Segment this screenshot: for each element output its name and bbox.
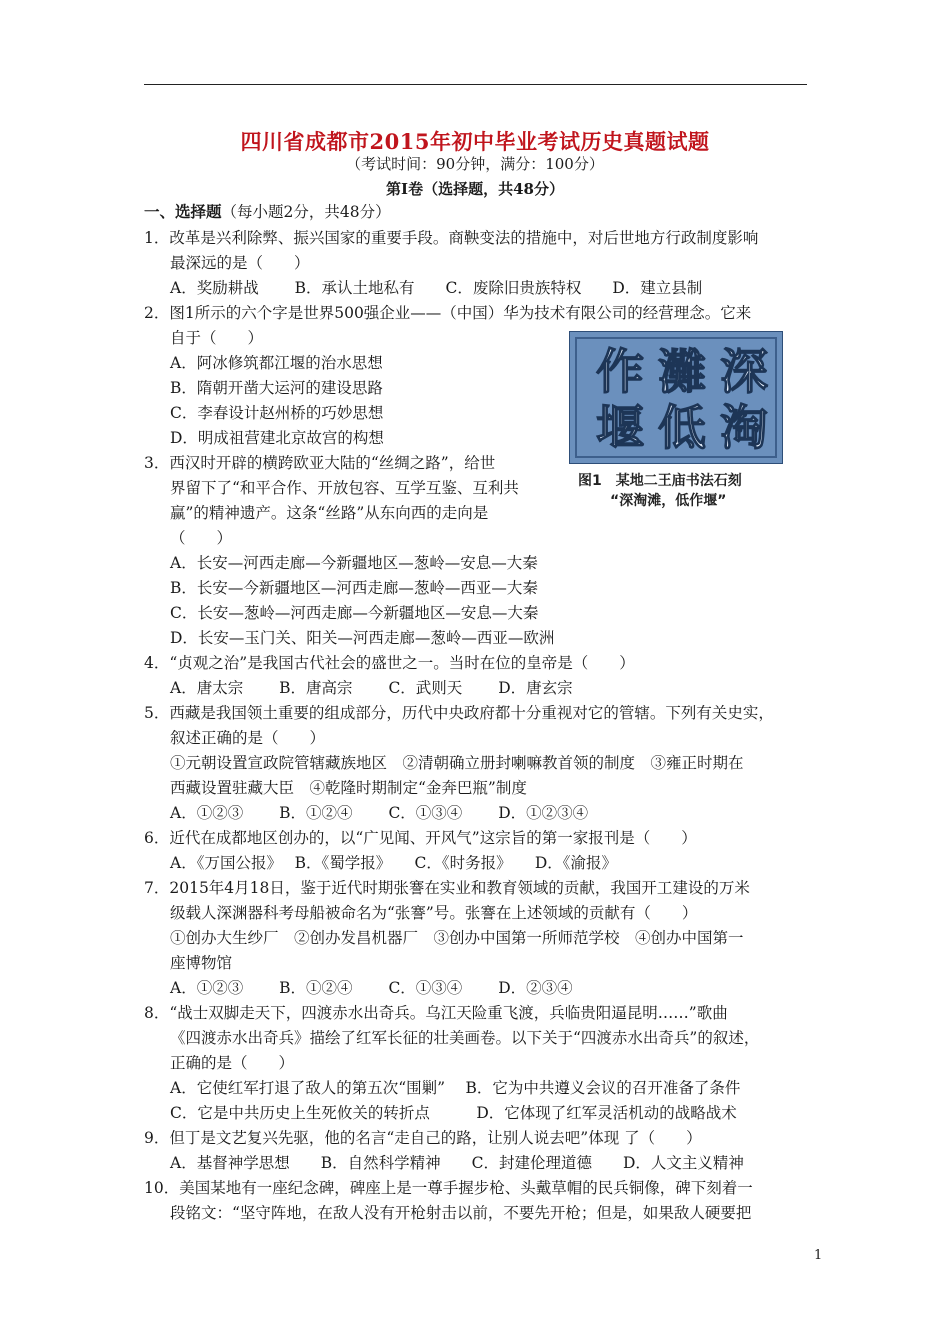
char-di: 低 (658, 400, 707, 456)
option-line: B．长安—今新疆地区—河西走廊—葱岭—西亚—大秦 (170, 579, 538, 597)
char-shen: 深 (720, 344, 769, 400)
option-line: A．《万国公报》 B．《蜀学报》 C．《时务报》 D．《渝报》 (170, 854, 618, 872)
option-line: A．①②③ B．①②④ C．①③④ D．①②③④ (170, 804, 589, 822)
option-line: A．①②③ B．①②④ C．①③④ D．②③④ (170, 979, 573, 997)
calligraphy-figure (569, 331, 783, 464)
option-line: D．长安—玉门关、阳关—河西走廊—葱岭—西亚—欧洲 (170, 629, 555, 647)
question-line: 2．图1所示的六个字是世界500强企业——（中国）华为技术有限公司的经营理念。它来 (144, 304, 752, 322)
part-heading: 一、选择题 (144, 202, 222, 221)
question-line: 3．西汉时开辟的横跨欧亚大陆的“丝绸之路”，给世 (144, 454, 496, 472)
question-line: 赢”的精神遗产。这条“丝路”从东向西的走向是 (170, 504, 489, 522)
option-line: C．它是中共历史上生死攸关的转折点 D．它体现了红军灵活机动的战略战术 (170, 1104, 737, 1122)
option-line: A．长安—河西走廊—今新疆地区—葱岭—安息—大秦 (170, 554, 538, 572)
figure-caption (578, 470, 742, 490)
question-line: 《四渡赤水出奇兵》描绘了红军长征的壮美画卷。以下关于“四渡赤水出奇兵”的叙述， (170, 1029, 760, 1047)
question-line: 1．改革是兴利除弊、振兴国家的重要手段。商鞅变法的措施中，对后世地方行政制度影响 (144, 229, 759, 247)
exam-info: （考试时间：90分钟，满分：100分） (346, 155, 604, 173)
figure-label: 图1 (578, 473, 602, 489)
option-line: A．它使红军打退了敌人的第五次“围剿” B．它为中共遵义会议的召开准备了条件 (170, 1079, 741, 1097)
question-line: 正确的是（ ） (170, 1054, 295, 1072)
statement-line: ①元朝设置宣政院管辖藏族地区 ②清朝确立册封喇嘛教首领的制度 ③雍正时期在 (170, 754, 744, 772)
statement-line: ①创办大生纱厂 ②创办发昌机器厂 ③创办中国第一所师范学校 ④创办中国第一 (170, 929, 744, 947)
question-line: 叙述正确的是（ ） (170, 729, 326, 747)
question-line: 段铭文：“坚守阵地，在敌人没有开枪射击以前，不要先开枪；但是，如果敌人硬要把 (170, 1204, 752, 1222)
option-line: C．长安—葱岭—河西走廊—今新疆地区—安息—大秦 (170, 604, 539, 622)
option-line: A．奖励耕战 B．承认土地私有 C．废除旧贵族特权 D．建立县制 (170, 279, 703, 297)
option-line: B．隋朝开凿大运河的建设思路 (170, 379, 383, 397)
figure-caption-text: 某地二王庙书法石刻 (615, 473, 742, 489)
section-title: 第Ⅰ卷（选择题，共48分） (386, 180, 564, 198)
part-heading-row (144, 202, 391, 222)
question-line: 4．“贞观之治”是我国古代社会的盛世之一。当时在位的皇帝是（ ） (144, 654, 635, 672)
option-line: A．唐太宗 B．唐高宗 C．武则天 D．唐玄宗 (170, 679, 573, 697)
question-line: 界留下了“和平合作、开放包容、互学互鉴、互利共 (170, 479, 519, 497)
question-line: 7．2015年4月18日，鉴于近代时期张謇在实业和教育领域的贡献，我国开工建设的万米 (144, 879, 750, 897)
figure-caption-quote: “深淘滩，低作堰” (610, 493, 727, 509)
question-line: 6．近代在成都地区创办的，以“广见闻、开风气”这宗旨的第一家报刊是（ ） (144, 829, 697, 847)
question-line: 8．“战士双脚走天下，四渡赤水出奇兵。乌江天险重飞渡，兵临贵阳逼昆明……”歌曲 (144, 1004, 728, 1022)
char-tao: 淘 (720, 400, 769, 456)
question-line: （ ） (170, 529, 233, 547)
char-zuo: 作 (596, 344, 645, 400)
option-line: A．基督神学思想 B．自然科学精神 C．封建伦理道德 D．人文主义精神 (170, 1154, 744, 1172)
question-line: 级载人深渊器科考母船被命名为“张謇”号。张謇在上述领域的贡献有（ ） (170, 904, 698, 922)
page-title: 四川省成都市2015年初中毕业考试历史真题试题 (240, 129, 710, 154)
calligraphy-image (570, 332, 782, 463)
page-number: 1 (814, 1248, 823, 1263)
question-line: 5．西藏是我国领土重要的组成部分，历代中央政府都十分重视对它的管辖。下列有关史实， (144, 704, 774, 722)
statement-line: 座博物馆 (170, 954, 233, 972)
statement-line: 西藏设置驻藏大臣 ④乾隆时期制定“金奔巴瓶”制度 (170, 779, 527, 797)
option-line: A．阿冰修筑都江堰的治水思想 (170, 354, 383, 372)
question-line: 9．但丁是文艺复兴先驱，他的名言“走自己的路，让别人说去吧”体现 了（ ） (144, 1129, 702, 1147)
char-yan: 堰 (596, 400, 645, 456)
question-line: 最深远的是（ ） (170, 254, 310, 272)
question-line: 10．美国某地有一座纪念碑，碑座上是一尊手握步枪、头戴草帽的民兵铜像，碑下刻着一 (144, 1179, 753, 1197)
option-line: C．李春设计赵州桥的巧妙思想 (170, 404, 384, 422)
part-note: （每小题2分，共48分） (221, 203, 391, 221)
question-line: 自于（ ） (170, 329, 264, 347)
char-tan: 灘 (658, 344, 707, 400)
header-rule (144, 84, 807, 85)
option-line: D．明成祖营建北京故宫的构想 (170, 429, 384, 447)
